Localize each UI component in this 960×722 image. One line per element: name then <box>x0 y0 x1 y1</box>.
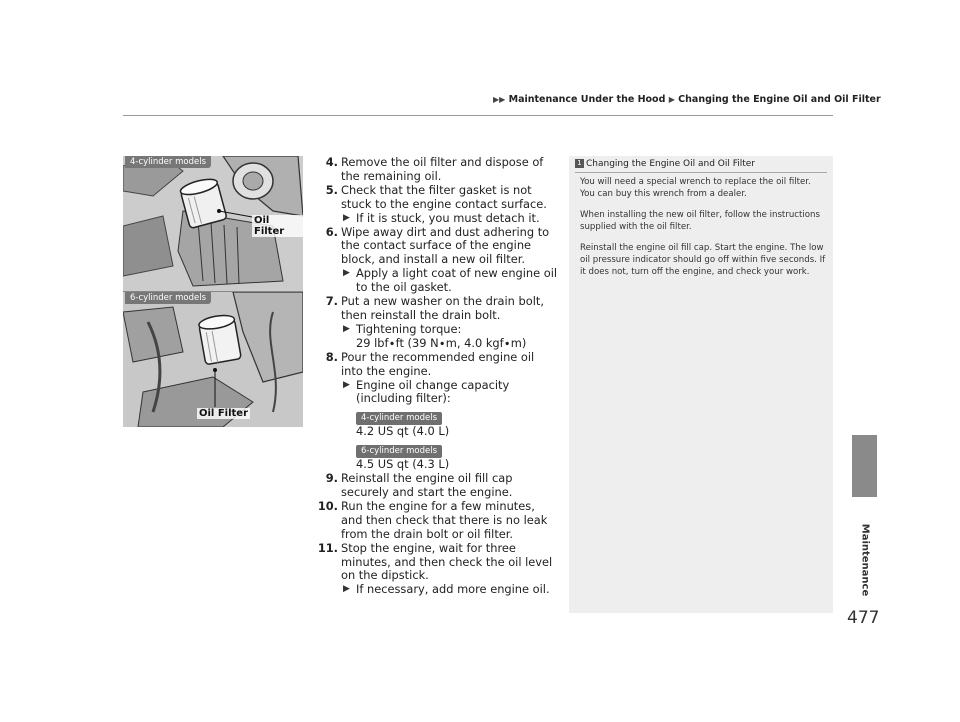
step-text: Check that the filter gasket is not stuck to the engine contact surface. <box>341 182 547 211</box>
figure-6-cylinder <box>123 291 303 427</box>
header-divider <box>123 115 833 116</box>
side-note-divider <box>575 172 827 173</box>
figure-caption: Oil Filter <box>199 408 249 419</box>
step-note <box>341 323 558 351</box>
side-note-title-text: Changing the Engine Oil and Oil Filter <box>586 159 756 169</box>
step-text: Pour the recommended engine oil into the engine. <box>341 349 535 378</box>
step-text: Put a new washer on the drain bolt, then reinstall the drain bolt. <box>341 294 544 322</box>
chevron-right-icon: ▶ <box>668 95 675 104</box>
model-badge: 4-cylinder models <box>356 412 442 425</box>
section-tab[interactable] <box>848 520 882 600</box>
step-text: Reinstall the engine oil fill cap securely and start the engine. <box>341 471 513 500</box>
breadcrumb-section[interactable]: Maintenance Under the Hood <box>508 94 666 105</box>
model-badge: 6-cylinder models <box>356 445 442 458</box>
step-text: Stop the engine, wait for three minutes, and then check the oil level on the dipstick. <box>341 540 553 583</box>
figure-tag: 6-cylinder models <box>125 292 211 304</box>
step-note <box>341 583 558 597</box>
step-note <box>341 379 558 473</box>
step-11 <box>308 542 558 598</box>
step-7 <box>308 295 558 351</box>
step-number: 7. <box>325 294 338 309</box>
procedure-steps <box>308 156 558 597</box>
step-note-text: Apply a light coat of new engine oil to the oil gasket. <box>356 266 558 295</box>
note-marker-icon: 1 <box>575 159 584 168</box>
step-text: Wipe away dirt and dust adhering to the contact surface of the engine block, and install a new oil filter. <box>341 224 550 267</box>
step-5 <box>308 184 558 226</box>
step-text: Run the engine for a few minutes, and then check that there is no leak from the drain bolt or oil filter. <box>341 498 548 541</box>
step-number: 9. <box>325 471 338 486</box>
step-note-text: Engine oil change capacity (including filter): <box>356 377 510 406</box>
triangle-bullet-icon: ▶ <box>343 268 350 279</box>
step-note <box>341 212 558 226</box>
breadcrumb <box>493 94 881 105</box>
step-number: 6. <box>325 224 338 239</box>
step-6 <box>308 226 558 296</box>
step-note-text: If necessary, add more engine oil. <box>356 582 550 597</box>
step-note-text: If it is stuck, you must detach it. <box>356 210 540 225</box>
triangle-bullet-icon: ▶ <box>343 212 350 223</box>
figure-caption: Oil Filter <box>252 215 303 237</box>
torque-value: 29 lbf∙ft (39 N∙m, 4.0 kgf∙m) <box>356 335 527 350</box>
breadcrumb-topic[interactable]: Changing the Engine Oil and Oil Filter <box>678 94 881 105</box>
step-note <box>341 267 558 295</box>
step-8 <box>308 351 558 472</box>
triangle-bullet-icon: ▶ <box>343 323 350 334</box>
step-4 <box>308 156 558 184</box>
step-text: Remove the oil filter and dispose of the remaining oil. <box>341 155 544 183</box>
triangle-bullet-icon: ▶ <box>343 379 350 390</box>
step-note-text: Tightening torque: <box>356 321 462 336</box>
engine-illustration-6cyl <box>123 292 303 427</box>
side-note-paragraph: You will need a special wrench to replace the oil filter. You can buy this wrench from a dealer. <box>580 177 811 200</box>
page-number: 477 <box>847 608 880 628</box>
figure-4-cylinder <box>123 156 303 291</box>
side-note <box>569 156 833 613</box>
step-number: 5. <box>325 182 338 197</box>
side-note-paragraph: When installing the new oil filter, follow the instructions supplied with the oil filter. <box>580 209 820 233</box>
section-tab-label: Maintenance <box>859 523 871 597</box>
triangle-bullet-icon: ▶ <box>343 584 350 595</box>
figure-tag: 4-cylinder models <box>125 156 211 168</box>
capacity-4cyl <box>356 410 558 439</box>
capacity-value: 4.2 US qt (4.0 L) <box>356 424 450 439</box>
step-number: 11. <box>317 540 338 555</box>
step-number: 10. <box>317 498 338 513</box>
section-tab-marker <box>852 435 877 497</box>
step-9 <box>308 472 558 500</box>
step-number: 4. <box>325 155 338 169</box>
step-number: 8. <box>325 349 338 364</box>
chevron-right-icon: ▶▶ <box>493 95 506 104</box>
side-note-paragraph: Reinstall the engine oil fill cap. Start the engine. The low oil pressure indicator should go off within five seconds. If it does not, turn off the engine, and check your work. <box>580 242 826 278</box>
capacity-6cyl <box>356 443 558 472</box>
capacity-value: 4.5 US qt (4.3 L) <box>356 457 450 472</box>
step-10 <box>308 500 558 542</box>
side-note-title[interactable] <box>575 159 755 169</box>
side-note-body <box>580 176 828 287</box>
